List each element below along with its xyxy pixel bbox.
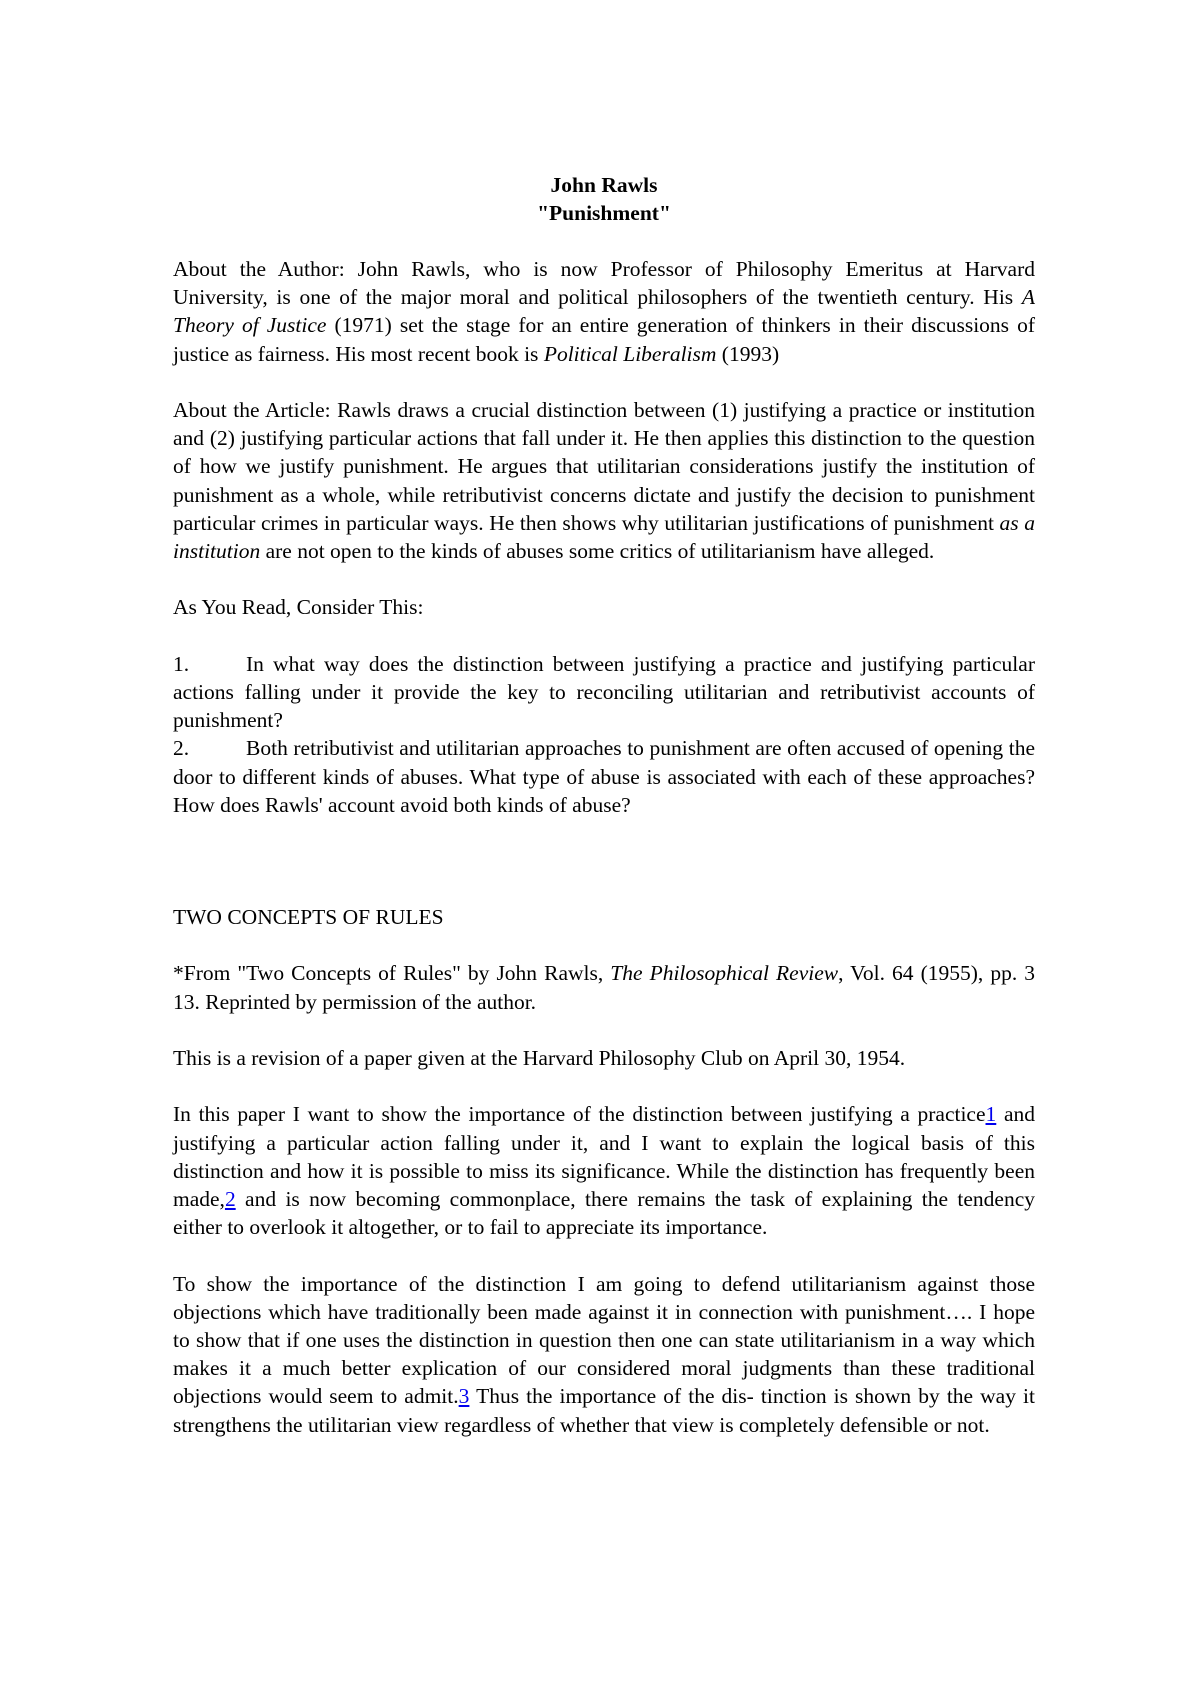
section-heading: TWO CONCEPTS OF RULES <box>173 905 444 930</box>
question-number: 1. <box>173 651 190 676</box>
question-text: Both retributivist and utilitarian approaches to punishment are often accused of opening the door to different kinds of abuses. What type of abuse is associated with each of these approaches? How does Rawls' account avoid both kinds of abuse? <box>173 736 1035 817</box>
source-note <box>173 959 1035 1015</box>
paragraph-text: and is now becoming commonplace, there remains the task of explaining the tendency either to overlook it altogether, or to fail to appreciate its importance. <box>173 1187 1035 1240</box>
about-article-paragraph <box>173 396 1035 565</box>
about-article-text: are not open to the kinds of abuses some critics of utilitarianism have alleged. <box>260 539 935 564</box>
body-paragraph-1 <box>173 1100 1035 1241</box>
about-author-text: (1993) <box>716 341 780 366</box>
question-number: 2. <box>173 736 190 761</box>
author-heading: John Rawls <box>550 173 658 197</box>
footnote-link-1[interactable]: 1 <box>985 1102 997 1127</box>
paragraph-text: To show the importance of the distinction I am going to defend utilitarianism against those objections which have traditionally been made against it in connection with punishment…. I hope to show that if one uses the distinction in question then one can state utilitarianism in a way which makes it a much better explication of our considered moral judgments than these traditional objections would seem to admit. <box>173 1271 1035 1409</box>
about-author-text: About the Author: John Rawls, who is now Professor of Philosophy Emeritus at Harvard University, is one of the major moral and political philosophers of the twentieth century. His <box>173 257 1035 310</box>
question-text: In what way does the distinction between justifying a practice and justifying particular actions falling under it provide the key to reconciling utilitarian and retributivist accounts of punishment? <box>173 651 1035 733</box>
emphasis-text: as a institution <box>173 510 1035 564</box>
paragraph-text: Thus the importance of the dis- tinction is shown by the way it strengthens the utilitarian view regardless of whether that view is completely defensible or not. <box>173 1384 1035 1437</box>
title-block <box>173 171 1035 227</box>
source-note-text: , Vol. 64 (1955), pp. 3 13. Reprinted by permission of the author. <box>173 961 1035 1014</box>
footnote-link-3[interactable]: 3 <box>458 1384 470 1409</box>
question-list <box>173 650 1035 819</box>
about-article-text: About the Article: Rawls draws a crucial distinction between (1) justifying a practice or institution and (2) justifying particular actions that fall under it. He then applies this distinction to the question of how we justify punishment. He argues that utilitarian considerations justify the institution of punishment as a whole, while retributivist concerns dictate and justify the decision to punishment particular crimes in particular ways. He then shows why utilitarian justifications of punishment <box>173 398 1035 535</box>
spacer <box>173 847 1035 903</box>
revision-note: This is a revision of a paper given at the Harvard Philosophy Club on April 30, 1954. <box>173 1046 906 1070</box>
question-item <box>173 734 1035 819</box>
question-item <box>173 650 1035 735</box>
footnote-link-2[interactable]: 2 <box>224 1187 236 1211</box>
paragraph-text: and justifying a particular action falling under it, and I want to explain the logical basis of this distinction and how it is possible to miss its significance. While the distinction has frequently been made, <box>173 1102 1035 1211</box>
document-page <box>173 171 1035 1467</box>
book-title-theory-of-justice: A Theory of Justice <box>173 285 1035 338</box>
page-title: "Punishment" <box>537 201 671 225</box>
body-paragraph-2 <box>173 1270 1035 1439</box>
paragraph-text: In this paper I want to show the importance of the distinction between justifying a practice <box>173 1102 986 1127</box>
about-author-paragraph <box>173 255 1035 368</box>
journal-title: The Philosophical Review <box>610 961 839 986</box>
source-note-text: *From "Two Concepts of Rules" by John Rawls, <box>173 961 611 986</box>
consider-heading: As You Read, Consider This: <box>173 595 424 620</box>
book-title-political-liberalism: Political Liberalism <box>543 341 717 366</box>
about-author-text: (1971) set the stage for an entire generation of thinkers in their discussions of justice as fairness. His most recent book is <box>173 313 1035 366</box>
